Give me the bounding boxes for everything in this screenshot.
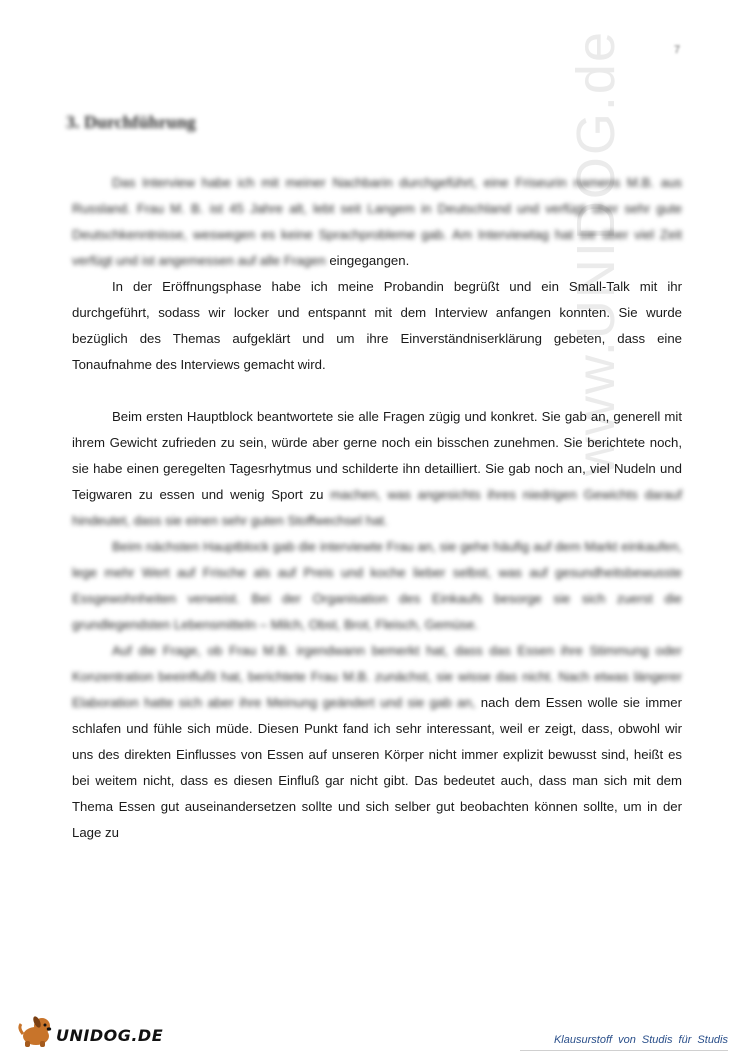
paragraph-2 (72, 274, 682, 378)
blurred-text: Auf die Frage, ob Frau M.B. irgendwann bemerkt hat, dass das Essen ihre Stimmung oder Konzentration beeinflußt hat, berichtete Frau M.B. zunächst, sie wisse das nicht. Nach etwas längerer Elaboration hatte sich aber ihre Meinung geändert und sie gab an, (72, 643, 682, 710)
document-body (72, 170, 682, 846)
page-number: 7 (674, 44, 681, 56)
unidog-logo[interactable] (14, 1014, 164, 1050)
paragraph-1 (72, 170, 682, 274)
paragraph-4 (72, 534, 682, 638)
footer-tagline: Klausurstoff von Studis für Studis (553, 1034, 728, 1046)
visible-text: eingegangen. (325, 253, 410, 268)
logo-text: UNIDOG.DE (56, 1026, 164, 1045)
visible-text: In der Eröffnungsphase habe ich meine Probandin begrüßt und ein Small-Talk mit ihr durchgeführt, sodass wir locker und entspannt mit dem Interview anfangen konnten. Sie wurde bezüglich des Themas aufgeklärt und um ihre Einverständniserklärung gebeten, dass eine Tonaufnahme des Interviews gemacht wird. (72, 279, 682, 372)
visible-text: nach dem Essen wolle sie immer schlafen und fühle sich müde. Diesen Punkt fand ich sehr interessant, weil er zeigt, dass, obwohl wir uns des direkten Einflusses von Essen auf unseren Körper nicht immer explizit bewusst sind, heißt es bei weitem nicht, dass es diesen Einfluß gar nicht gibt. Das bedeutet auch, dass man sich mit dem Thema Essen gut auseinandersetzen sollte und sich selber gut beobachten können sollte, um in der Lage zu (72, 695, 682, 840)
blurred-text: machen, was angesichts ihres niedrigen Gewichts darauf hindeutet, dass sie einen sehr guten Stoffwechsel hat. (72, 487, 682, 528)
paragraph-3 (72, 404, 682, 534)
visible-text: Beim ersten Hauptblock beantwortete sie alle Fragen zügig und konkret. Sie gab an, generell mit ihrem Gewicht zufrieden zu sein, würde aber gerne noch ein bisschen zunehmen. Sie berichtete noch, sie habe einen geregelten Tagesrhytmus und schilderte ihn detailliert. Sie gab noch an, viel Nudeln und Teigwaren zu essen und wenig Sport zu (72, 409, 682, 502)
section-heading: 3. Durchführung (66, 112, 196, 132)
watermark: www.UNIDOG.de (566, 30, 626, 477)
dog-icon (18, 1014, 56, 1048)
blurred-text: Das Interview habe ich mit meiner Nachbarin durchgeführt, eine Friseurin namens M.B. aus Russland. Frau M. B. ist 45 Jahre alt, lebt seit Langem in Deutschland und verfügt über sehr gute Deutschkenntnisse, weswegen es keine Sprachprobleme gab. Am Interviewtag hat sie über viel Zeit verfügt und ist angemessen auf alle Fragen (72, 175, 682, 268)
blurred-text: Beim nächsten Hauptblock gab die interviewte Frau an, sie gehe häufig auf dem Markt einkaufen, lege mehr Wert auf Frische als auf Preis und koche lieber selbst, was auf gesundheitsbewusste Essgewohnheiten verweist. Bei der Organisation des Einkaufs besorge sie sich zuerst die grundlegendsten Lebensmitteln – Milch, Obst, Brot, Fleisch, Gemüse. (72, 539, 682, 632)
footer-divider (520, 1050, 728, 1051)
paragraph-5 (72, 638, 682, 846)
